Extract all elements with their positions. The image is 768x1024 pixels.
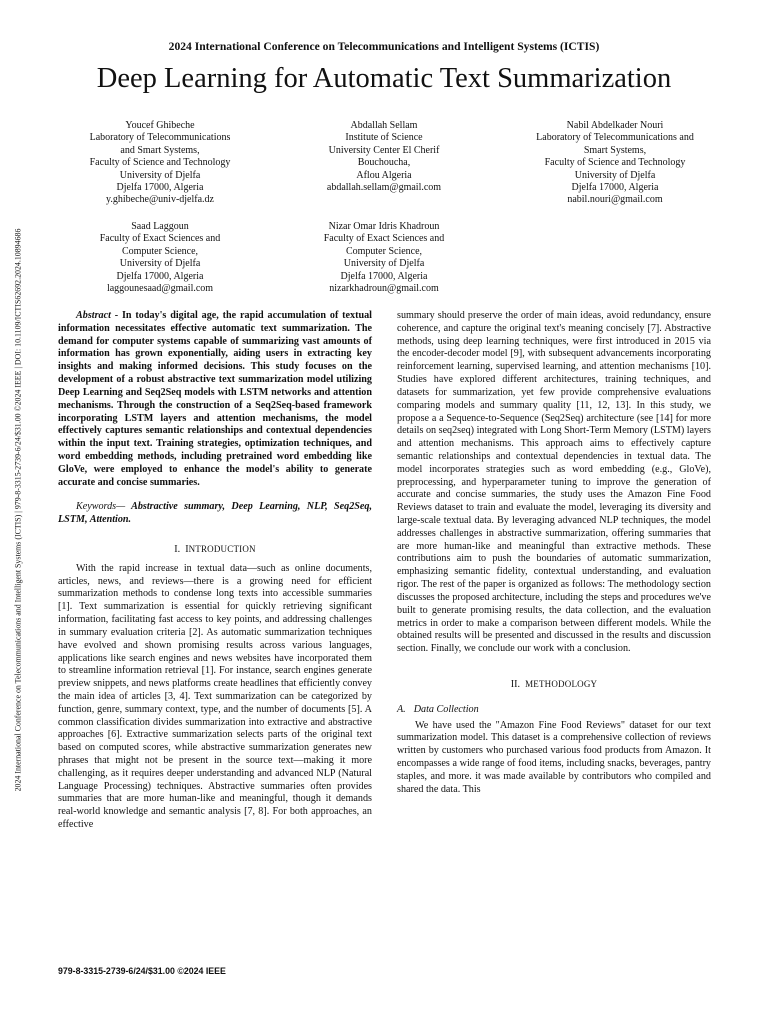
author-affiliation: Institute of Science: [345, 132, 423, 144]
author-affiliation: Computer Science,: [121, 245, 199, 257]
side-margin-note: [8, 160, 28, 860]
author-affiliation: University of Djelfa: [119, 258, 201, 270]
author-affiliation: Faculty of Science and Technology: [544, 157, 686, 169]
subsection-label: A.: [397, 703, 406, 715]
keywords-text: Abstractive summary, Deep Learning, NLP, Seq2Seq, LSTM, Attention.: [58, 501, 372, 526]
author-address: Djelfa 17000, Algeria: [340, 270, 428, 282]
abstract-label: Abstract: [76, 310, 111, 321]
author-email: y.ghibeche@univ-djelfa.dz: [106, 194, 214, 206]
author-address: Aflou Algeria: [356, 169, 412, 181]
author-name: Nizar Omar Idris Khadroun: [328, 221, 440, 232]
author-name: Abdallah Sellam: [350, 120, 418, 131]
author-block-5: [282, 221, 486, 295]
author-address: Djelfa 17000, Algeria: [116, 270, 204, 282]
section-heading-introduction: [58, 543, 372, 557]
author-affiliation: University of Djelfa: [574, 169, 656, 181]
section-heading-methodology: [397, 678, 711, 692]
subsection-heading: [397, 704, 711, 717]
author-affiliation: University of Djelfa: [343, 258, 425, 270]
copyright-footer: 979-8-3315-2739-6/24/$31.00 ©2024 IEEE: [58, 966, 226, 976]
author-affiliation: Faculty of Exact Sciences and: [99, 233, 221, 245]
author-block-2: [282, 120, 486, 194]
conference-name: 2024 International Conference on Telecommunications and Intelligent Systems (ICTIS): [168, 40, 600, 53]
paper-title: Deep Learning for Automatic Text Summarization: [96, 63, 672, 94]
section-title-rest: NTRODUCTION: [188, 544, 256, 554]
author-block-4: [58, 221, 262, 295]
subsection-title: Data Collection: [413, 703, 479, 715]
author-affiliation: Faculty of Exact Sciences and: [323, 233, 445, 245]
author-block-1: [58, 120, 262, 207]
author-email: nabil.nouri@gmail.com: [567, 194, 663, 206]
author-email: laggounesaad@gmail.com: [106, 283, 214, 295]
data-collection-paragraph: We have used the "Amazon Fine Food Reviews" dataset for our text summarization model. This dataset is a comprehensive collection of reviews written by customers who purchased various food products from Amazon. It encompasses a wide range of food items, including snacks, beverages, pantry staples, and more. it was made available by contributors who compiled and shared the data. This: [397, 719, 711, 795]
abstract: [58, 310, 372, 489]
right-column: [397, 310, 711, 796]
author-name: Youcef Ghibeche: [125, 120, 195, 131]
author-address: Djelfa 17000, Algeria: [571, 182, 659, 194]
author-email: abdallah.sellam@gmail.com: [326, 182, 442, 194]
author-affiliation: University of Djelfa: [119, 169, 201, 181]
author-affiliation: Laboratory of Telecommunications and: [536, 132, 694, 144]
intro-continuation: summary should preserve the order of main ideas, avoid redundancy, ensure coherence, and capture the original text's meaning concisely [7]. Abstractive methods, using deep learning techniques, were first introduced in 2015 via the encoder-decoder model [9], with subsequent advancements incorporating reinforcement learning, supervised learning, and attention mechanisms [10]. Studies have explored different architectures, training techniques, and datasets for summarization, yet few provide comprehensive evaluations comparing models and summary quality [11, 12, 13]. In this study, we propose a a Sequence-to-Sequence (Seq2Seq) architecture (see [14] for more details on seq2seq) integrated with Long Short-Term Memory (LSTM) layers and attention mechanisms. This approach aims to effectively capture semantic relationships and contextual dependencies in textual data. The model incorporates strategies such as word embedding (e.g., GloVe), preprocessing, and hyperparameter tuning to improve the generation of accurate and concise summaries, the study uses the Amazon Fine Food Reviews dataset to train and evaluate the model, leveraging its diversity and large-scale textual data. By leveraging advanced NLP techniques, the model addresses challenges in abstractive summarization, offering summaries that are more human-like and meaningful than extractive methods. These contributions aim to push the boundaries of automatic summarization, emphasizing semantic fidelity, contextual understanding, and evaluation rigor. The rest of the paper is organized as follows: The methodology section discusses the proposed architecture, including the steps and procedures we've built to generate promising results, the data collection, and the evaluation metrics in order to make a comparison between different models. While the obtained results will be presented and discussed in the results and discussion section. Finally, we conclude our work with a conclusion.: [397, 310, 711, 655]
section-number: II.: [510, 678, 520, 690]
doi-note: 2024 International Conference on Telecommunications and Intelligent Systems (ICTIS) | 979-8-3315-2739-6/24/$31.00 ©2024 IEEE | DOI: 10.1109/ICTIS62692.2024.10894686: [13, 228, 23, 792]
author-affiliation: and Smart Systems,: [120, 144, 200, 156]
left-column: [58, 310, 372, 832]
author-affiliation: Faculty of Science and Technology: [89, 157, 231, 169]
abstract-text: - In today's digital age, the rapid accumulation of textual information necessitates effective automatic text summarization. The demand for computer systems capable of summarizing vast amounts of information has grown exponentially, aiding users in extracting key insights and making informed decisions. This study focuses on the development of a robust abstractive text summarization model utilizing Deep Learning and Seq2Seq models with LSTM networks and attention mechanisms. Through the construction of a Seq2Seq-based framework incorporating LSTM layers and attention mechanisms, the model effectively captures semantic relationships and contextual dependencies within the input text. Training strategies, optimization techniques, and word embedding methods, including pretrained word embedding like GloVe, were employed to enhance the model's ability to generate accurate and concise summaries.: [58, 310, 372, 488]
keywords: [58, 501, 372, 527]
author-block-3: [512, 120, 718, 207]
author-name: Nabil Abdelkader Nouri: [566, 120, 664, 131]
author-affiliation: Computer Science,: [345, 245, 423, 257]
intro-paragraph: With the rapid increase in textual data—such as online documents, articles, news, and reviews—there is a growing need for efficient summarization methods to condense long texts into accessible summaries [1]. Text summarization is essential for quickly retrieving significant information, facilitating fast access to key points, and addressing challenges in summary evaluation criteria [2]. As automatic summarization techniques have evolved and shown promising results across various languages, applications like search engines and news websites have incorporated them to streamline information retrieval [1]. For instance, search engines generate preview snippets, and news platforms create headlines that efficiently convey the main idea of articles [3, 4]. Text summarization can be categorized by function, genre, summary context, type, and the number of documents [5]. A common classification divides summarization into extractive and abstractive approaches [6]. Extractive summarization selects parts of the original text based on computed scores, while abstractive summarization generates new phrases that might not be present in the source text—making it more challenging, as it requires deeper understanding and advanced NLP (Natural Language Processing) techniques. Abstractive summaries often provides summaries that are more human-like and meaningful, though it demands real-world knowledge and semantic analysis [7, 8]. For both approaches, an effective: [58, 562, 372, 831]
author-affiliation: Smart Systems,: [583, 144, 647, 156]
section-title-initial: I: [185, 544, 189, 555]
section-title: METHODOLOGY: [525, 678, 598, 689]
author-affiliation: Bouchoucha,: [357, 157, 411, 169]
section-number: I.: [174, 544, 181, 555]
author-affiliation: Laboratory of Telecommunications: [89, 132, 231, 144]
author-email: nizarkhadroun@gmail.com: [329, 283, 439, 295]
author-name: Saad Laggoun: [131, 221, 189, 232]
author-affiliation: University Center El Cherif: [328, 144, 440, 156]
author-address: Djelfa 17000, Algeria: [116, 182, 204, 194]
keywords-label: Keywords—: [76, 501, 126, 513]
